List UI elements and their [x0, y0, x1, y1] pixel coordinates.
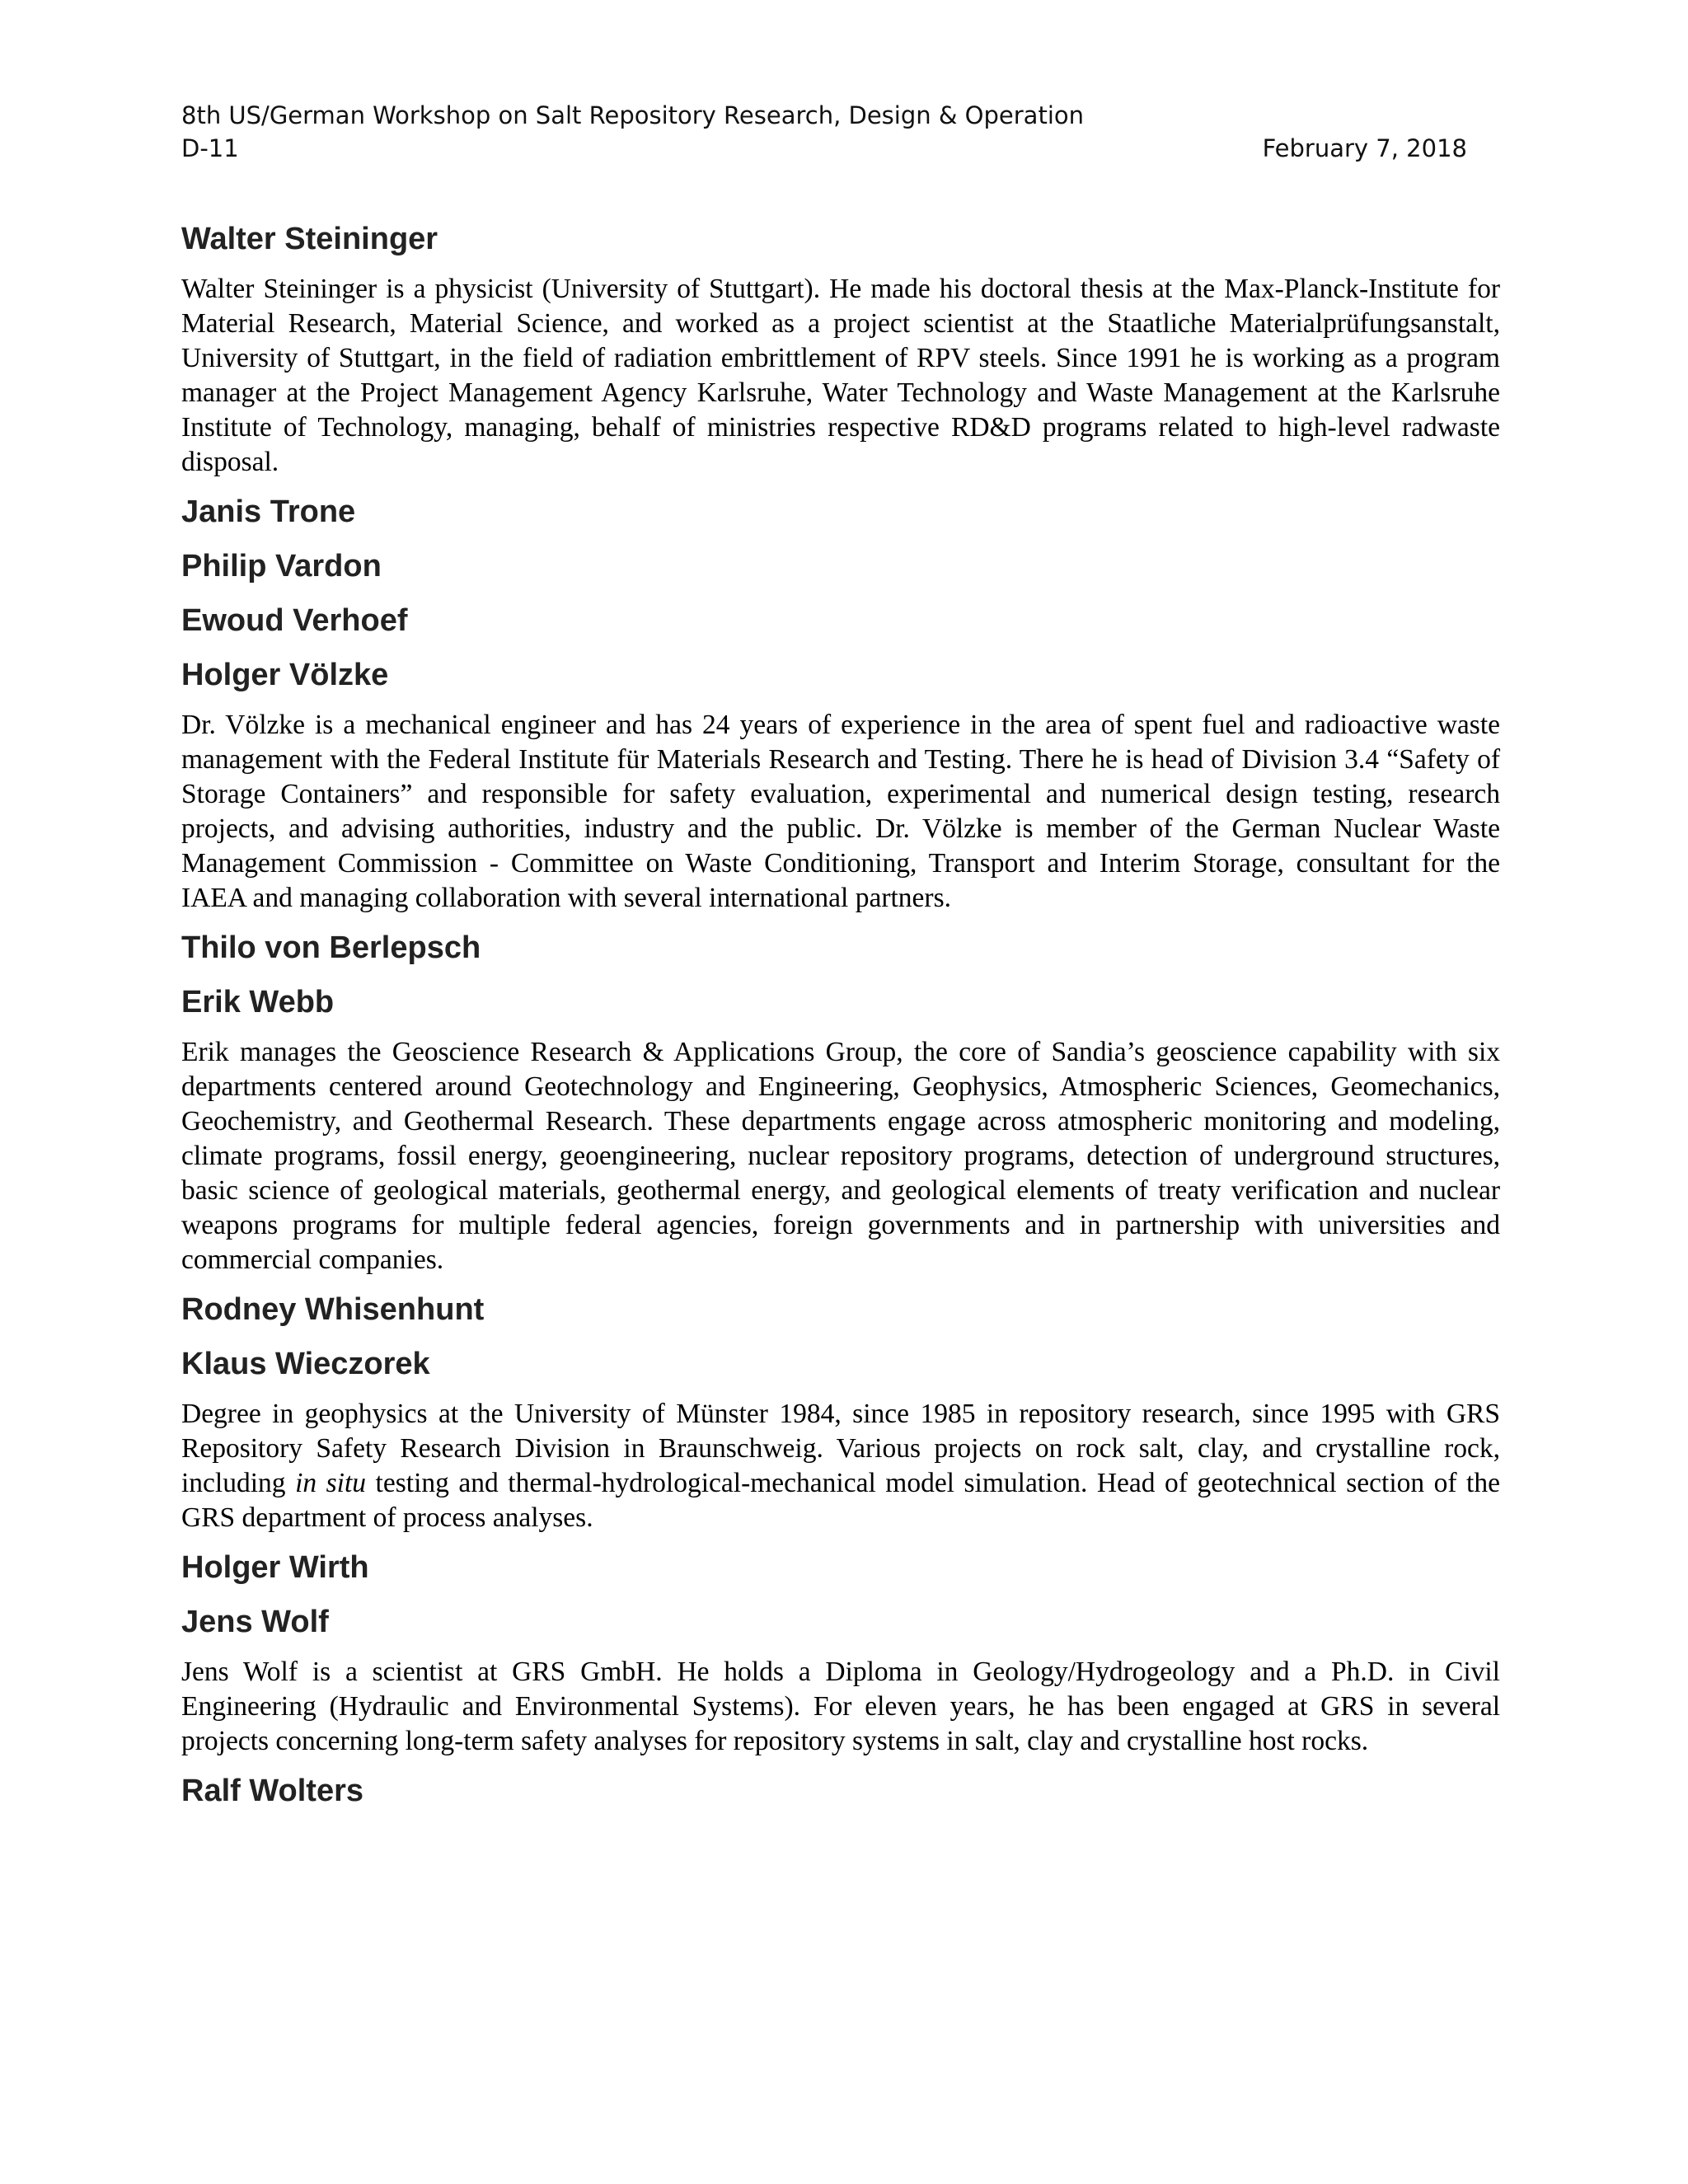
- entry-bio: Dr. Völzke is a mechanical engineer and has 24 years of experience in the area of spent fuel and radioactive waste management with the Federal Institute für Materials Research and Testing. There he is head of Division 3.4 “Safety of Storage Containers” and responsible for safety evaluation, experimental and numerical design testing, research projects, and advising authorities, industry and the public. Dr. Völzke is member of the German Nuclear Waste Management Commission - Committee on Waste Conditioning, Transport and Interim Storage, consultant for the IAEA and managing collaboration with several international partners.: [181, 710, 1500, 913]
- entry-walter-steininger: [181, 220, 1500, 480]
- entry-bio: Jens Wolf is a scientist at GRS GmbH. He holds a Diploma in Geology/Hydrogeology and a Ph.D. in Civil Engineering (Hydraulic and Environmental Systems). For eleven years, he has been engaged at GRS in several projects concerning long-term safety analyses for repository systems in salt, clay and crystalline host rocks.: [181, 1657, 1500, 1756]
- header-row-meta: [181, 132, 1467, 165]
- entry-janis-trone: [181, 493, 1500, 531]
- entry-klaus-wieczorek: [181, 1345, 1500, 1535]
- entry-name: Holger Völzke: [181, 658, 389, 692]
- entry-jens-wolf: [181, 1603, 1500, 1759]
- entry-name: Philip Vardon: [181, 549, 382, 583]
- entry-name: Walter Steininger: [181, 222, 438, 256]
- entry-name: Ewoud Verhoef: [181, 603, 408, 638]
- entry-rodney-whisenhunt: [181, 1291, 1500, 1329]
- entry-holger-wirth: [181, 1549, 1500, 1586]
- entry-holger-voelzke: [181, 656, 1500, 916]
- entry-name: Klaus Wieczorek: [181, 1347, 430, 1381]
- entry-name: Thilo von Berlepsch: [181, 930, 481, 965]
- bio-italic-text: in situ: [295, 1468, 367, 1498]
- entry-thilo-von-berlepsch: [181, 929, 1500, 967]
- entry-bio: [181, 1397, 1500, 1535]
- workshop-title: 8th US/German Workshop on Salt Repository Research, Design & Operation: [181, 101, 1085, 129]
- header-row-title: [181, 99, 1467, 132]
- page-date: February 7, 2018: [1262, 134, 1467, 162]
- participant-list: [181, 220, 1500, 1826]
- entry-ralf-wolters: [181, 1772, 1500, 1810]
- entry-name: Holger Wirth: [181, 1550, 369, 1585]
- entry-philip-vardon: [181, 547, 1500, 585]
- entry-name: Ralf Wolters: [181, 1774, 364, 1808]
- entry-name: Janis Trone: [181, 494, 356, 529]
- entry-ewoud-verhoef: [181, 602, 1500, 640]
- entry-name: Erik Webb: [181, 985, 335, 1019]
- bio-text: testing and thermal-hydrological-mechanical model simulation. Head of geotechnical section of the GRS department of process analyses.: [181, 1468, 1500, 1533]
- page-header: [181, 99, 1467, 165]
- entry-erik-webb: [181, 983, 1500, 1277]
- page-id: D-11: [181, 134, 239, 162]
- entry-bio: Walter Steininger is a physicist (University of Stuttgart). He made his doctoral thesis at the Max-Planck-Institute for Material Research, Material Science, and worked as a project scientist at the Staatliche Materialprüfungsanstalt, University of Stuttgart, in the field of radiation embrittlement of RPV steels. Since 1991 he is working as a program manager at the Project Management Agency Karlsruhe, Water Technology and Waste Management at the Karlsruhe Institute of Technology, managing, behalf of ministries respective RD&D programs related to high-level radwaste disposal.: [181, 274, 1500, 477]
- entry-name: Rodney Whisenhunt: [181, 1292, 485, 1327]
- bio-text: Degree in geophysics at the University of Münster 1984, since 1985 in repository research, since 1995 with GRS Repository Safety Research Division in Braunschweig. Various projects on rock salt, clay, and crystalline rock, including: [181, 1399, 1500, 1498]
- entry-bio: Erik manages the Geoscience Research & Applications Group, the core of Sandia’s geoscience capability with six departments centered around Geotechnology and Engineering, Geophysics, Atmospheric Sciences, Geomechanics, Geochemistry, and Geothermal Research. These departments engage across atmospheric monitoring and modeling, climate programs, fossil energy, geoengineering, nuclear repository programs, detection of underground structures, basic science of geological materials, geothermal energy, and geological elements of treaty verification and nuclear weapons programs for multiple federal agencies, foreign governments and in partnership with universities and commercial companies.: [181, 1037, 1500, 1275]
- entry-name: Jens Wolf: [181, 1605, 329, 1639]
